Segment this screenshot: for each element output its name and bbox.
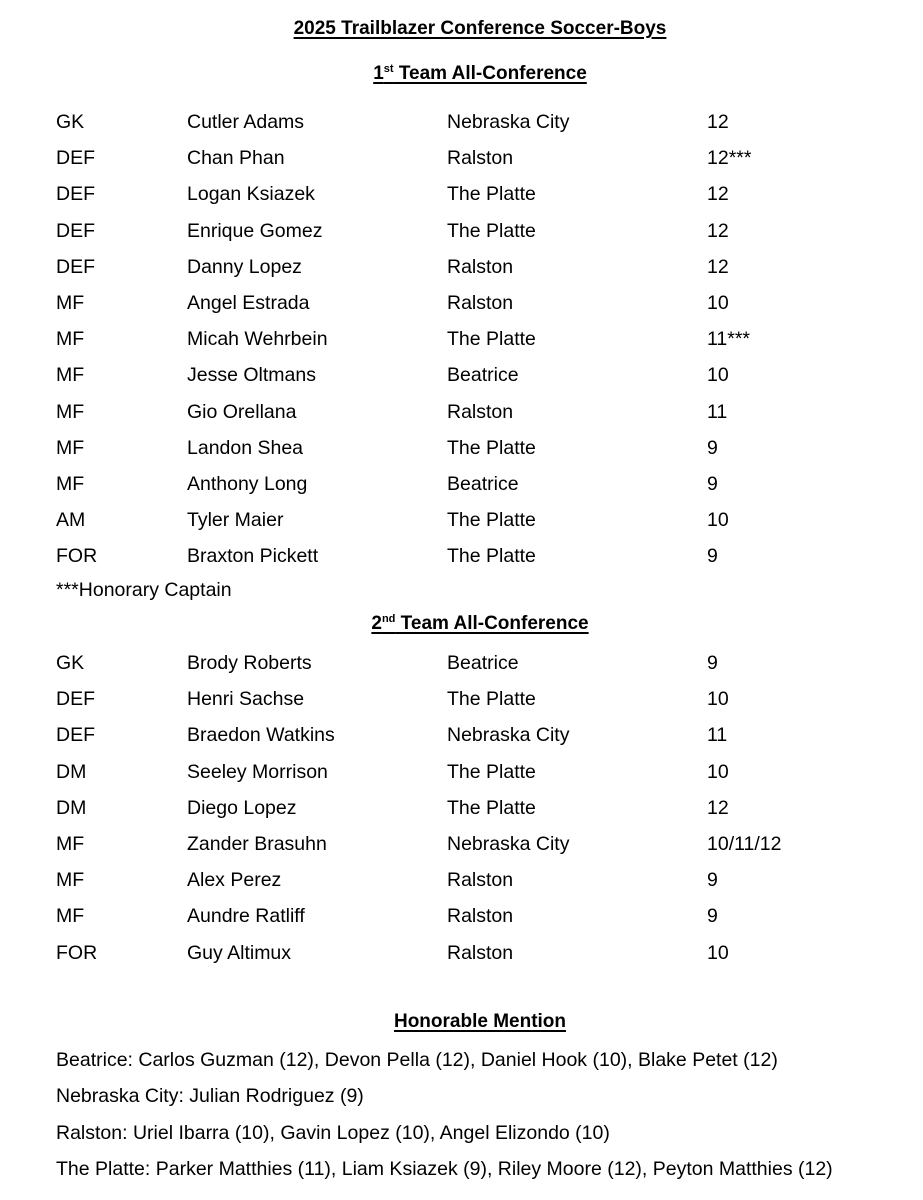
player-grade: 12 (707, 183, 729, 206)
player-name: Alex Perez (187, 869, 282, 892)
player-name: Chan Phan (187, 147, 285, 170)
roster-row (0, 645, 923, 681)
player-school: The Platte (447, 219, 536, 242)
player-name: Logan Ksiazek (187, 183, 315, 206)
player-school: Nebraska City (447, 832, 570, 855)
second-team-heading-sup: nd (381, 613, 396, 625)
player-school: Beatrice (447, 364, 519, 387)
roster-row (0, 140, 923, 176)
second-team-roster (0, 645, 923, 971)
honorable-mention-line: Beatrice: Carlos Guzman (12), Devon Pella (12), Daniel Hook (10), Blake Petet (12) (56, 1049, 778, 1071)
player-position: MF (56, 869, 85, 892)
player-name: Guy Altimux (187, 941, 292, 964)
player-grade: 10 (707, 509, 729, 532)
player-grade: 10 (707, 364, 729, 387)
player-school: The Platte (447, 545, 536, 568)
document-title: 2025 Trailblazer Conference Soccer-Boys (293, 18, 667, 39)
second-team-heading-num: 2 (371, 613, 382, 634)
player-name: Jesse Oltmans (187, 364, 316, 387)
roster-row (0, 430, 923, 466)
honorable-mention-line: The Platte: Parker Matthies (11), Liam Ksiazek (9), Riley Moore (12), Peyton Matthies (12) (56, 1158, 833, 1180)
player-position: FOR (56, 941, 98, 964)
player-name: Micah Wehrbein (187, 328, 328, 351)
player-grade: 10 (707, 760, 729, 783)
player-school: Ralston (447, 869, 514, 892)
player-name: Cutler Adams (187, 111, 305, 133)
player-position: DM (56, 796, 87, 819)
player-position: DEF (56, 183, 95, 206)
roster-row (0, 394, 923, 430)
player-position: MF (56, 472, 85, 495)
player-name: Henri Sachse (187, 688, 305, 711)
player-school: The Platte (447, 760, 536, 783)
player-grade: 9 (707, 472, 718, 495)
player-position: FOR (56, 545, 98, 568)
player-school: Ralston (447, 941, 514, 964)
player-name: Danny Lopez (187, 255, 302, 278)
roster-row (0, 717, 923, 753)
player-school: Ralston (447, 400, 514, 423)
roster-row (0, 862, 923, 898)
player-school: The Platte (447, 328, 536, 351)
player-school: The Platte (447, 436, 536, 459)
player-position: DEF (56, 219, 95, 242)
player-grade: 11 (707, 724, 728, 747)
player-position: DEF (56, 724, 95, 747)
player-position: MF (56, 364, 85, 387)
player-grade: 9 (707, 652, 718, 674)
player-grade: 10/11/12 (707, 832, 782, 855)
player-school: The Platte (447, 509, 536, 532)
honorable-mention-line: Ralston: Uriel Ibarra (10), Gavin Lopez (10), Angel Elizondo (10) (56, 1122, 610, 1144)
roster-row (0, 249, 923, 285)
roster-row (0, 104, 923, 140)
player-grade: 10 (707, 688, 729, 711)
player-position: MF (56, 832, 85, 855)
first-team-heading (0, 63, 923, 85)
second-team-heading (0, 613, 923, 635)
roster-row (0, 826, 923, 862)
player-grade: 11 (707, 400, 728, 423)
player-position: MF (56, 328, 85, 351)
player-name: Aundre Ratliff (187, 905, 305, 928)
player-position: MF (56, 436, 85, 459)
roster-row (0, 285, 923, 321)
player-school: Ralston (447, 905, 514, 928)
player-school: The Platte (447, 183, 536, 206)
first-team-heading-rest: Team All-Conference (393, 63, 587, 84)
player-school: Nebraska City (447, 111, 570, 133)
roster-row (0, 681, 923, 717)
player-name: Anthony Long (187, 472, 308, 495)
player-school: Ralston (447, 255, 514, 278)
player-position: GK (56, 652, 85, 674)
player-name: Seeley Morrison (187, 760, 328, 783)
player-name: Zander Brasuhn (187, 832, 327, 855)
player-position: DM (56, 760, 87, 783)
player-name: Diego Lopez (187, 796, 297, 819)
player-grade: 9 (707, 436, 718, 459)
honorable-mention-heading: Honorable Mention (393, 1011, 567, 1032)
player-grade: 12 (707, 796, 729, 819)
player-position: MF (56, 905, 85, 928)
player-position: AM (56, 509, 86, 532)
roster-row (0, 357, 923, 393)
player-grade: 10 (707, 291, 729, 314)
player-position: MF (56, 400, 85, 423)
player-name: Landon Shea (187, 436, 304, 459)
player-grade: 9 (707, 869, 718, 892)
player-grade: 10 (707, 941, 729, 964)
first-team-heading-sup: st (383, 63, 394, 75)
player-grade: 11*** (707, 328, 751, 351)
player-grade: 12 (707, 111, 729, 133)
player-grade: 12*** (707, 147, 752, 170)
roster-row (0, 790, 923, 826)
roster-row (0, 321, 923, 357)
honorary-captain-note: ***Honorary Captain (56, 579, 232, 601)
player-name: Gio Orellana (187, 400, 297, 423)
player-school: Nebraska City (447, 724, 570, 747)
player-school: Ralston (447, 147, 514, 170)
player-grade: 9 (707, 905, 718, 928)
player-name: Tyler Maier (187, 509, 284, 532)
player-school: Beatrice (447, 472, 519, 495)
first-team-roster (0, 104, 923, 574)
player-school: The Platte (447, 796, 536, 819)
player-grade: 12 (707, 219, 729, 242)
roster-row (0, 176, 923, 212)
roster-row (0, 538, 923, 574)
player-position: DEF (56, 147, 95, 170)
player-position: MF (56, 291, 85, 314)
roster-row (0, 754, 923, 790)
roster-row (0, 502, 923, 538)
player-grade: 9 (707, 545, 718, 568)
second-team-heading-rest: Team All-Conference (395, 613, 589, 634)
player-position: DEF (56, 255, 95, 278)
roster-row (0, 935, 923, 971)
roster-row (0, 213, 923, 249)
roster-row (0, 898, 923, 934)
player-position: DEF (56, 688, 95, 711)
player-school: The Platte (447, 688, 536, 711)
player-school: Ralston (447, 291, 514, 314)
player-name: Angel Estrada (187, 291, 310, 314)
player-position: GK (56, 111, 85, 133)
player-name: Enrique Gomez (187, 219, 323, 242)
roster-row (0, 466, 923, 502)
honorable-mention-line: Nebraska City: Julian Rodriguez (9) (56, 1085, 364, 1107)
player-grade: 12 (707, 255, 729, 278)
player-name: Brody Roberts (187, 652, 312, 674)
first-team-heading-num: 1 (373, 63, 384, 84)
player-name: Braedon Watkins (187, 724, 335, 747)
player-school: Beatrice (447, 652, 519, 674)
player-name: Braxton Pickett (187, 545, 319, 568)
